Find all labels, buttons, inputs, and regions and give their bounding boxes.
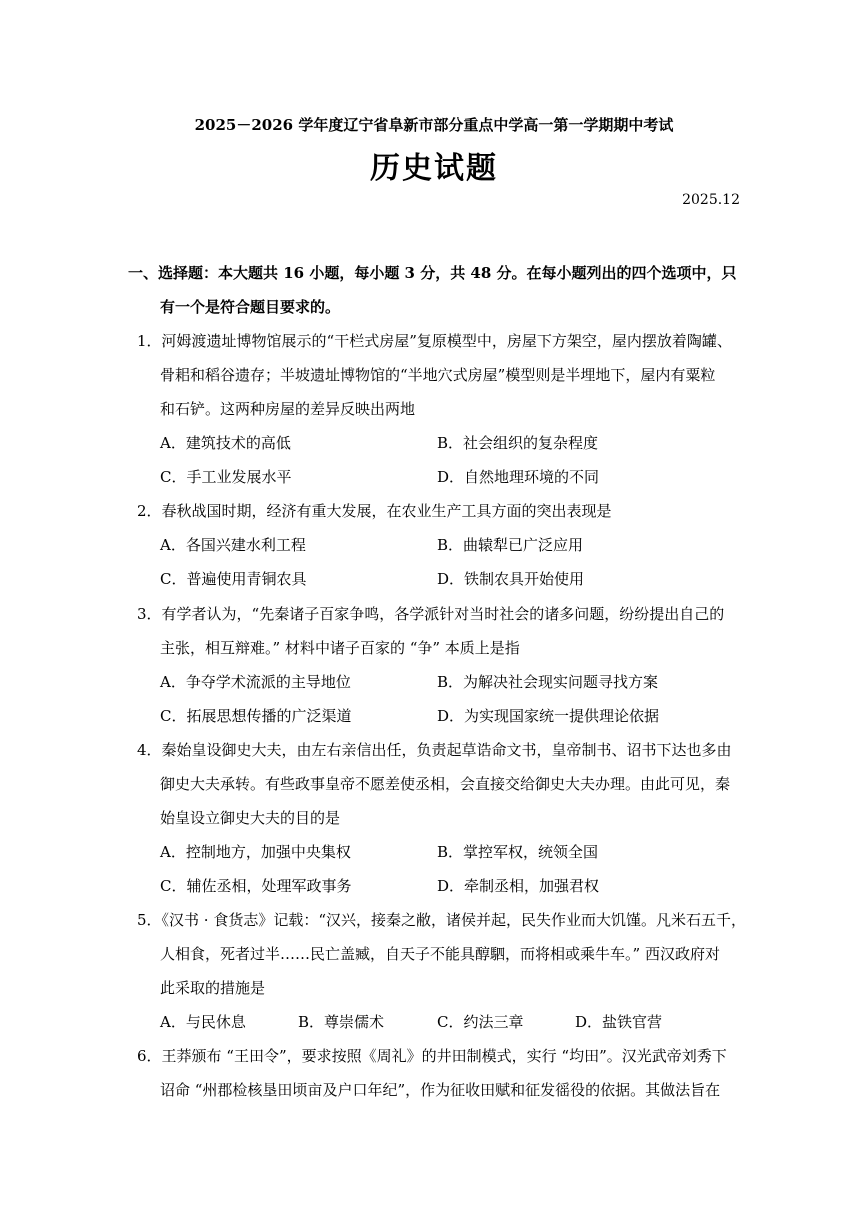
question-stem-line: 主张，相互辩难。” 材料中诸子百家的 “争” 本质上是指 (160, 639, 520, 657)
option-c[interactable]: C．手工业发展水平 (160, 468, 292, 486)
page-title: 历史试题 (370, 151, 498, 186)
option-d[interactable]: D．盐铁官营 (575, 1013, 663, 1031)
question-stem-line: 始皇设立御史大夫的目的是 (160, 809, 341, 827)
option-b[interactable]: B．尊崇儒术 (298, 1013, 385, 1031)
question-stem-line: 2．春秋战国时期，经济有重大发展，在农业生产工具方面的突出表现是 (137, 502, 612, 520)
option-a[interactable]: A．争夺学术流派的主导地位 (160, 673, 351, 691)
section-heading-line-2: 有一个是符合题目要求的。 (160, 298, 341, 316)
section-heading-line-1: 一、选择题：本大题共 16 小题，每小题 3 分，共 48 分。在每小题列出的四个选项中，只 (128, 264, 737, 282)
exam-supertitle: 2025－2026 学年度辽宁省阜新市部分重点中学高一第一学期期中考试 (194, 116, 674, 134)
exam-date: 2025.12 (682, 192, 740, 208)
question-stem-line: 诏命 “州郡检核垦田顷亩及户口年纪”，作为征收田赋和征发徭役的依据。其做法旨在 (160, 1081, 721, 1099)
option-a[interactable]: A．与民休息 (160, 1013, 246, 1031)
option-d[interactable]: D．为实现国家统一提供理论依据 (437, 707, 660, 725)
option-c[interactable]: C．拓展思想传播的广泛渠道 (160, 707, 352, 725)
question-stem-line: 4．秦始皇设御史大夫，由左右亲信出任，负责起草诰命文书，皇帝制书、诏书下达也多由 (137, 741, 732, 759)
option-a[interactable]: A．建筑技术的高低 (160, 434, 291, 452)
option-c[interactable]: C．约法三章 (437, 1013, 524, 1031)
option-a[interactable]: A．各国兴建水利工程 (160, 536, 306, 554)
question-stem-line: 1．河姆渡遗址博物馆展示的“干栏式房屋”复原模型中，房屋下方架空，屋内摆放着陶罐、 (137, 332, 732, 350)
question-stem-line: 和石铲。这两种房屋的差异反映出两地 (160, 400, 416, 418)
question-stem-line: 此采取的措施是 (160, 979, 266, 997)
question-stem-line: 御史大夫承转。有些政事皇帝不愿差使丞相，会直接交给御史大夫办理。由此可见，秦 (160, 775, 731, 793)
option-b[interactable]: B．为解决社会现实问题寻找方案 (437, 673, 659, 691)
option-c[interactable]: C．普遍使用青铜农具 (160, 570, 307, 588)
option-d[interactable]: D．自然地理环境的不同 (437, 468, 600, 486)
question-stem-line: 6．王莽颁布 “王田令”，要求按照《周礼》的井田制模式，实行 “均田”。汉光武帝刘秀下 (137, 1047, 727, 1065)
option-a[interactable]: A．控制地方，加强中央集权 (160, 843, 351, 861)
question-stem-line: 5．《汉书 · 食货志》记载：“汉兴，接秦之敝，诸侯并起，民失作业而大饥馑。凡米石五千， (137, 911, 747, 929)
question-stem-line: 3．有学者认为，“先秦诸子百家争鸣，各学派针对当时社会的诸多问题，纷纷提出自己的 (137, 605, 725, 623)
option-b[interactable]: B．掌控军权，统领全国 (437, 843, 599, 861)
question-stem-line: 骨耜和稻谷遗存；半坡遗址博物馆的“半地穴式房屋”模型则是半埋地下，屋内有粟粒 (160, 366, 716, 384)
question-stem-line: 人相食，死者过半……民亡盖臧，自天子不能具醇駟，而将相或乘牛车。” 西汉政府对 (160, 945, 720, 963)
option-b[interactable]: B．曲辕犁已广泛应用 (437, 536, 584, 554)
option-c[interactable]: C．辅佐丞相，处理军政事务 (160, 877, 352, 895)
option-d[interactable]: D．牵制丞相，加强君权 (437, 877, 600, 895)
option-d[interactable]: D．铁制农具开始使用 (437, 570, 585, 588)
option-b[interactable]: B．社会组织的复杂程度 (437, 434, 599, 452)
